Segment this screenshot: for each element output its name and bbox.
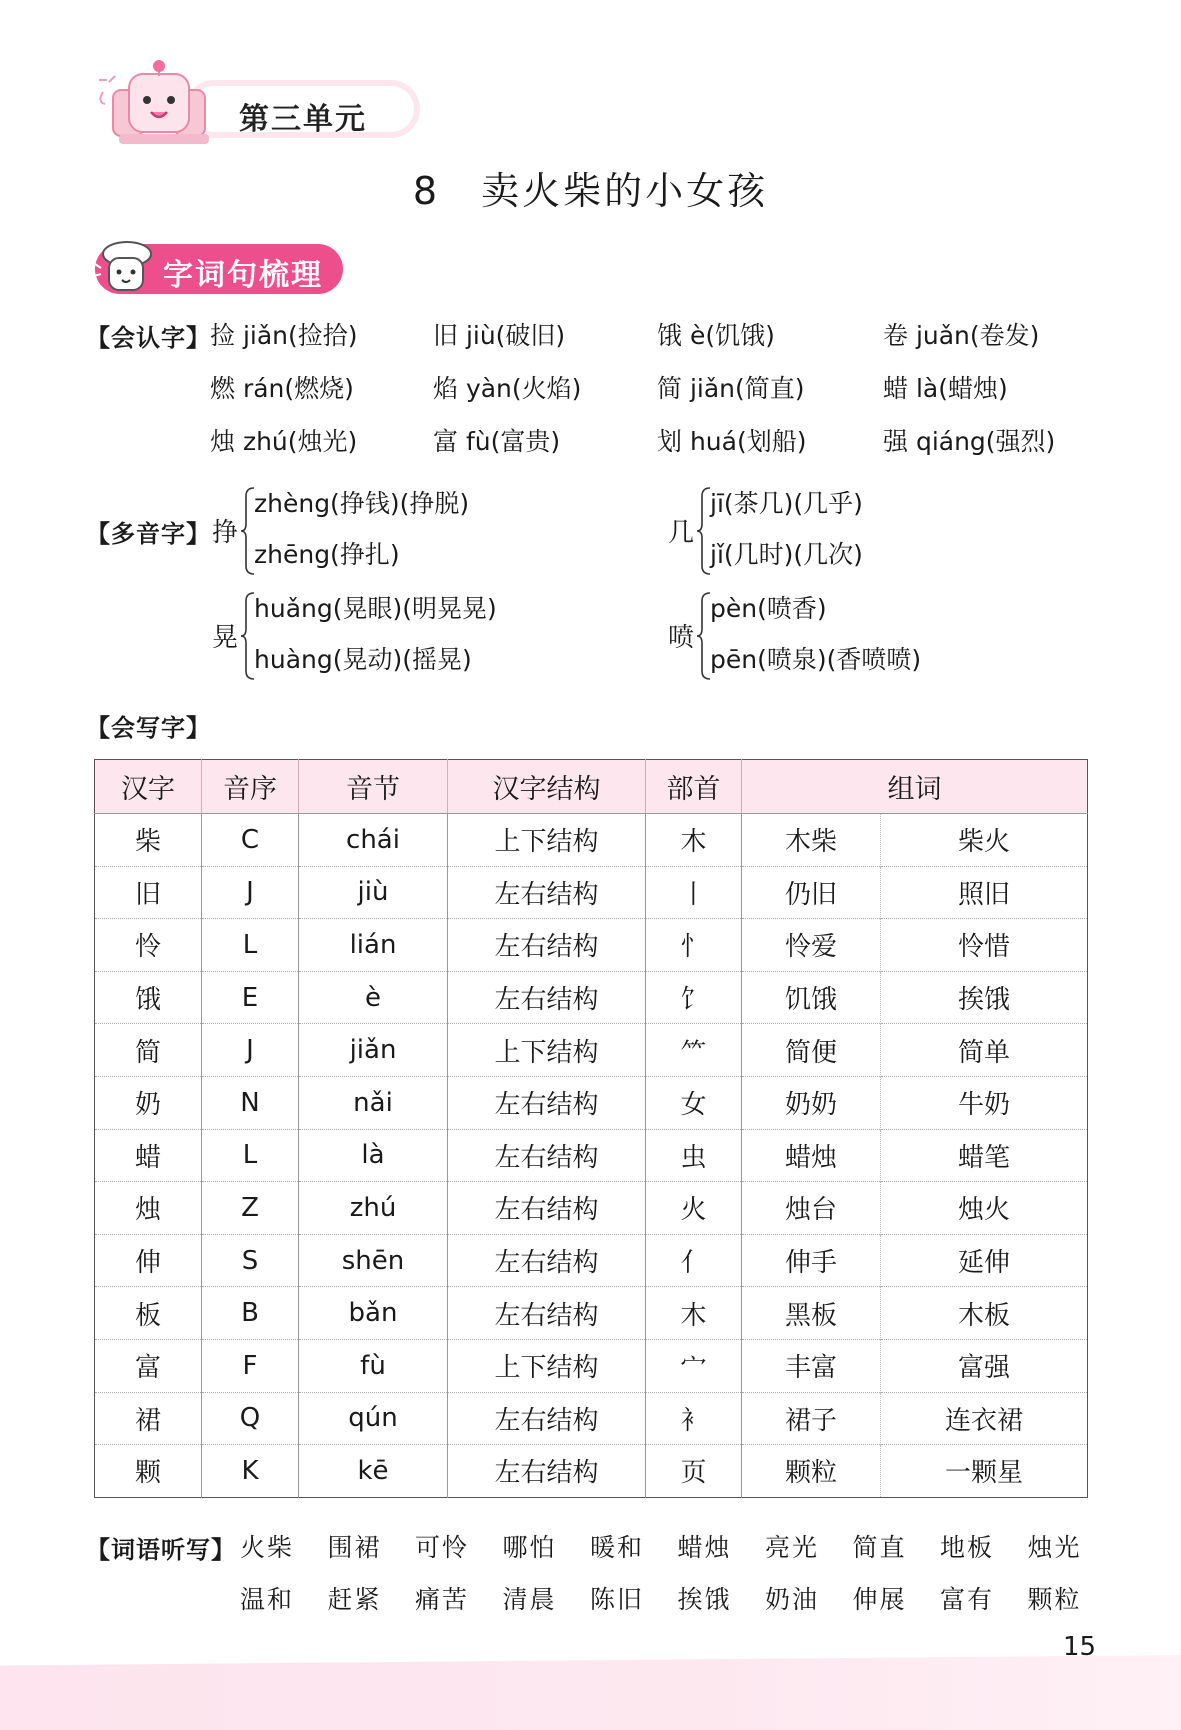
cell-radical: 丨 (646, 866, 742, 919)
dictation-word: 烛光 (1027, 1533, 1082, 1562)
cell-radical: 宀 (646, 1339, 742, 1392)
polyphonic-reading: pēn(喷泉)(香喷喷) (710, 645, 922, 674)
cell-structure: 左右结构 (448, 919, 646, 972)
recognize-item: 饿 è(饥饿) (657, 321, 775, 350)
cell-word: 仍旧 (742, 866, 881, 919)
section-title: 字词句梳理 (163, 258, 323, 293)
cell-radical: 饣 (646, 971, 742, 1024)
cell-syllable: là (299, 1129, 448, 1182)
cell-word: 裙子 (742, 1392, 881, 1445)
cell-char: 板 (95, 1287, 202, 1340)
table-row (95, 1234, 1088, 1287)
table-row (95, 1129, 1088, 1182)
cell-syllable: shēn (299, 1234, 448, 1287)
dictation-word: 赶紧 (327, 1585, 382, 1614)
cell-word: 丰富 (742, 1339, 881, 1392)
cell-char: 富 (95, 1339, 202, 1392)
cell-radical: 虫 (646, 1129, 742, 1182)
cell-word: 富强 (880, 1339, 1087, 1392)
cell-structure: 上下结构 (448, 814, 646, 867)
polyphonic-reading: huàng(晃动)(摇晃) (254, 645, 472, 674)
cell-word: 怜爱 (742, 919, 881, 972)
recognize-item: 强 qiáng(强烈) (883, 427, 1056, 456)
cell-char: 伸 (95, 1234, 202, 1287)
cell-char: 怜 (95, 919, 202, 972)
cell-radical: 火 (646, 1182, 742, 1235)
cell-word: 挨饿 (880, 971, 1087, 1024)
recognize-item: 燃 rán(燃烧) (210, 374, 354, 403)
dictation-word: 亮光 (765, 1533, 820, 1562)
cell-initial: K (202, 1445, 299, 1498)
write-label: 【会写字】 (86, 714, 211, 742)
cell-initial: J (202, 1024, 299, 1077)
cell-syllable: chái (299, 814, 448, 867)
page-number: 15 (1063, 1632, 1097, 1662)
polyphonic-char: 晃 (212, 623, 239, 653)
cell-char: 颗 (95, 1445, 202, 1498)
cell-word: 颗粒 (742, 1445, 881, 1498)
dictation-word: 富有 (940, 1585, 995, 1614)
mushroom-mascot-icon (91, 238, 161, 300)
cell-char: 奶 (95, 1076, 202, 1129)
cell-word: 照旧 (880, 866, 1087, 919)
table-row (95, 1076, 1088, 1129)
cell-syllable: qún (299, 1392, 448, 1445)
cell-structure: 左右结构 (448, 1234, 646, 1287)
table-row (95, 1339, 1088, 1392)
dictation-word: 颗粒 (1027, 1585, 1082, 1614)
recognize-item: 焰 yàn(火焰) (433, 374, 582, 403)
cell-radical: ⺮ (646, 1024, 742, 1077)
dictation-word: 清晨 (502, 1585, 557, 1614)
robot-mascot-icon (95, 52, 225, 152)
cell-word: 木板 (880, 1287, 1087, 1340)
cell-word: 柴火 (880, 814, 1087, 867)
table-row (95, 814, 1088, 867)
recognize-item: 卷 juǎn(卷发) (883, 321, 1040, 350)
character-table (94, 759, 1088, 1498)
dictation-word: 哪怕 (502, 1533, 557, 1562)
cell-char: 柴 (95, 814, 202, 867)
polyphonic-label: 【多音字】 (86, 520, 211, 548)
header-radical: 部首 (646, 760, 742, 814)
dictation-label: 【词语听写】 (86, 1536, 236, 1564)
cell-word: 简便 (742, 1024, 881, 1077)
recognize-item: 划 huá(划船) (657, 427, 807, 456)
dictation-word: 温和 (240, 1585, 295, 1614)
cell-word: 饥饿 (742, 971, 881, 1024)
cell-syllable: kē (299, 1445, 448, 1498)
cell-radical: 忄 (646, 919, 742, 972)
cell-word: 蜡笔 (880, 1129, 1087, 1182)
table-row (95, 866, 1088, 919)
table-row (95, 1287, 1088, 1340)
recognize-label: 【会认字】 (86, 324, 211, 352)
cell-syllable: è (299, 971, 448, 1024)
cell-char: 旧 (95, 866, 202, 919)
cell-radical: 页 (646, 1445, 742, 1498)
cell-initial: E (202, 971, 299, 1024)
dictation-word: 可怜 (415, 1533, 470, 1562)
cell-syllable: fù (299, 1339, 448, 1392)
cell-initial: N (202, 1076, 299, 1129)
dictation-word: 暖和 (590, 1533, 645, 1562)
cell-initial: S (202, 1234, 299, 1287)
header-initial: 音序 (202, 760, 299, 814)
unit-title: 第三单元 (239, 102, 367, 137)
polyphonic-char: 几 (668, 518, 695, 548)
polyphonic-reading: zhēng(挣扎) (254, 540, 400, 569)
cell-word: 简单 (880, 1024, 1087, 1077)
cell-word: 木柴 (742, 814, 881, 867)
recognize-item: 蜡 là(蜡烛) (883, 374, 1008, 403)
cell-word: 怜惜 (880, 919, 1087, 972)
cell-radical: 女 (646, 1076, 742, 1129)
cell-initial: J (202, 866, 299, 919)
cell-char: 饿 (95, 971, 202, 1024)
polyphonic-reading: pèn(喷香) (710, 594, 827, 623)
cell-structure: 上下结构 (448, 1339, 646, 1392)
cell-structure: 左右结构 (448, 1445, 646, 1498)
dictation-word: 蜡烛 (677, 1533, 732, 1562)
polyphonic-char: 挣 (212, 518, 239, 548)
cell-initial: L (202, 1129, 299, 1182)
header-char: 汉字 (95, 760, 202, 814)
polyphonic-reading: jǐ(几时)(几次) (710, 540, 863, 569)
section-badge (95, 244, 343, 294)
cell-word: 伸手 (742, 1234, 881, 1287)
cell-word: 一颗星 (880, 1445, 1087, 1498)
table-row (95, 1392, 1088, 1445)
table-row (95, 1024, 1088, 1077)
dictation-word: 奶油 (765, 1585, 820, 1614)
header-syllable: 音节 (299, 760, 448, 814)
cell-char: 烛 (95, 1182, 202, 1235)
cell-structure: 左右结构 (448, 866, 646, 919)
cell-word: 烛火 (880, 1182, 1087, 1235)
polyphonic-reading: jī(茶几)(几乎) (710, 489, 863, 518)
cell-char: 裙 (95, 1392, 202, 1445)
unit-banner (95, 52, 435, 152)
dictation-word: 伸展 (852, 1585, 907, 1614)
cell-structure: 左右结构 (448, 971, 646, 1024)
table-row (95, 919, 1088, 972)
cell-radical: 衤 (646, 1392, 742, 1445)
cell-syllable: lián (299, 919, 448, 972)
dictation-word: 简直 (852, 1533, 907, 1562)
recognize-item: 捡 jiǎn(捡拾) (210, 321, 358, 350)
header-words: 组词 (742, 760, 1088, 814)
recognize-item: 旧 jiù(破旧) (433, 321, 566, 350)
dictation-word: 围裙 (327, 1533, 382, 1562)
cell-word: 牛奶 (880, 1076, 1087, 1129)
cell-word: 延伸 (880, 1234, 1087, 1287)
cell-syllable: bǎn (299, 1287, 448, 1340)
footer-band (0, 1655, 1181, 1730)
table-row (95, 1445, 1088, 1498)
cell-word: 烛台 (742, 1182, 881, 1235)
lesson-title: 8 卖火柴的小女孩 (412, 169, 769, 213)
cell-structure: 左右结构 (448, 1129, 646, 1182)
cell-initial: B (202, 1287, 299, 1340)
polyphonic-char: 喷 (668, 623, 695, 653)
cell-structure: 上下结构 (448, 1024, 646, 1077)
cell-char: 简 (95, 1024, 202, 1077)
recognize-item: 富 fù(富贵) (433, 427, 561, 456)
cell-initial: Z (202, 1182, 299, 1235)
cell-word: 黑板 (742, 1287, 881, 1340)
cell-initial: F (202, 1339, 299, 1392)
cell-initial: Q (202, 1392, 299, 1445)
dictation-word: 火柴 (240, 1533, 295, 1562)
cell-structure: 左右结构 (448, 1287, 646, 1340)
header-structure: 汉字结构 (448, 760, 646, 814)
table-header-row (95, 760, 1088, 814)
cell-syllable: jiǎn (299, 1024, 448, 1077)
cell-word: 奶奶 (742, 1076, 881, 1129)
cell-initial: L (202, 919, 299, 972)
table-row (95, 971, 1088, 1024)
dictation-word: 痛苦 (415, 1585, 470, 1614)
cell-radical: 木 (646, 1287, 742, 1340)
dictation-word: 挨饿 (677, 1585, 732, 1614)
cell-structure: 左右结构 (448, 1076, 646, 1129)
cell-syllable: nǎi (299, 1076, 448, 1129)
cell-structure: 左右结构 (448, 1182, 646, 1235)
polyphonic-reading: zhèng(挣钱)(挣脱) (254, 489, 470, 518)
cell-structure: 左右结构 (448, 1392, 646, 1445)
dictation-word: 地板 (940, 1533, 995, 1562)
cell-radical: 木 (646, 814, 742, 867)
polyphonic-reading: huǎng(晃眼)(明晃晃) (254, 594, 497, 623)
cell-syllable: zhú (299, 1182, 448, 1235)
cell-initial: C (202, 814, 299, 867)
dictation-word: 陈旧 (590, 1585, 645, 1614)
recognize-item: 简 jiǎn(简直) (657, 374, 805, 403)
recognize-item: 烛 zhú(烛光) (210, 427, 358, 456)
table-row (95, 1182, 1088, 1235)
cell-word: 连衣裙 (880, 1392, 1087, 1445)
cell-word: 蜡烛 (742, 1129, 881, 1182)
cell-syllable: jiù (299, 866, 448, 919)
cell-radical: 亻 (646, 1234, 742, 1287)
cell-char: 蜡 (95, 1129, 202, 1182)
